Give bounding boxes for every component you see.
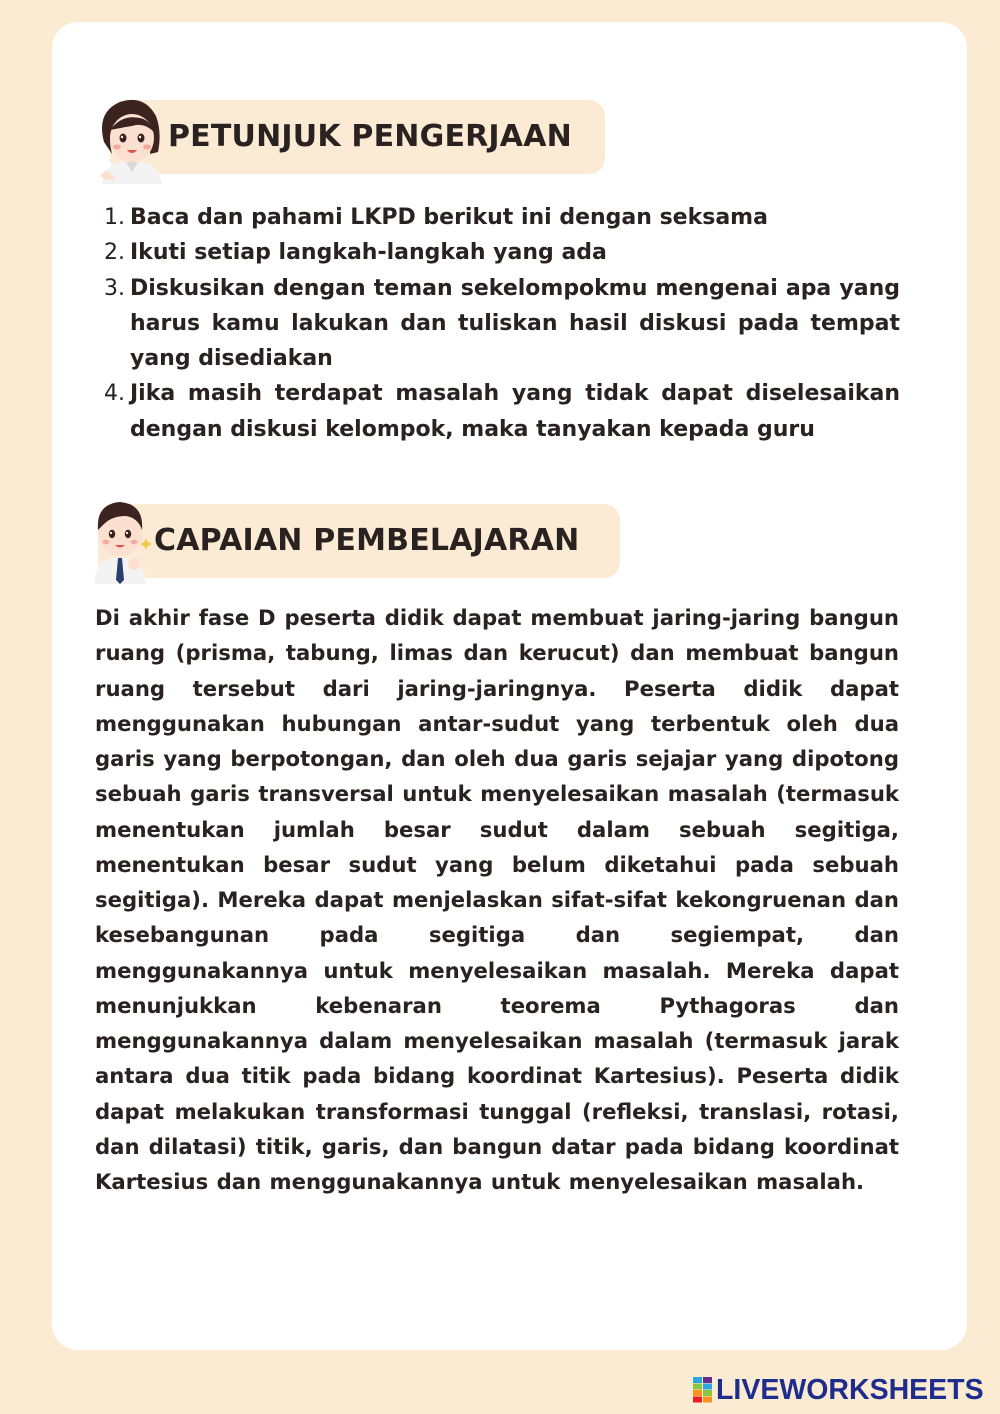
worksheet-card xyxy=(52,22,967,1350)
petunjuk-steps-list xyxy=(104,200,900,447)
step-number: 4. xyxy=(104,381,125,407)
step-text: Baca dan pahami LKPD berikut ini dengan seksama xyxy=(130,205,768,230)
step-text: Ikuti setiap langkah-langkah yang ada xyxy=(130,240,607,266)
boy-avatar-icon xyxy=(86,492,156,584)
petunjuk-header xyxy=(110,100,605,174)
liveworksheets-mark-icon xyxy=(693,1377,713,1403)
list-item xyxy=(104,235,900,270)
step-text: Diskusikan dengan teman sekelompokmu mengenai apa yang harus kamu lakukan dan tuliskan hasil diskusi pada tempat yang disediakan xyxy=(130,275,900,372)
step-text: Jika masih terdapat masalah yang tidak dapat diselesaikan dengan diskusi kelompok, maka tanyakan kepada guru xyxy=(130,381,900,442)
list-item xyxy=(104,271,900,377)
petunjuk-title: PETUNJUK PENGERJAAN xyxy=(168,119,572,154)
logo-text: LIVEWORKSHEETS xyxy=(716,1373,984,1406)
step-number: 1. xyxy=(104,205,125,230)
capaian-header xyxy=(98,504,620,578)
step-number: 2. xyxy=(104,240,125,266)
step-number: 3. xyxy=(104,275,125,301)
capaian-paragraph: Di akhir fase D peserta didik dapat membuat jaring-jaring bangun ruang (prisma, tabung, limas dan kerucut) dan membuat bangun ruang tersebut dari jaring-jaringnya. Peserta didik dapat menggunakan hubungan antar-sudut yang terbentuk oleh dua garis yang berpotongan, dan oleh dua garis sejajar yang dipotong sebuah garis transversal untuk menyelesaikan masalah (termasuk menentukan jumlah besar sudut dalam sebuah segitiga, menentukan besar sudut yang belum diketahui pada sebuah segitiga). Mereka dapat menjelaskan sifat-sifat kekongruenan dan kesebangunan pada segitiga dan segiempat, dan menggunakannya untuk menyelesaikan masalah. Mereka dapat menunjukkan kebenaran teorema Pythagoras dan menggunakannya dalam menyelesaikan masalah (termasuk jarak antara dua titik pada bidang koordinat Kartesius). Peserta didik dapat melakukan transformasi tunggal (refleksi, translasi, rotasi, dan dilatasi) titik, garis, dan bangun datar pada bidang koordinat Kartesius dan menggunakannya untuk menyelesaikan masalah. xyxy=(95,605,899,1194)
list-item xyxy=(104,376,900,447)
list-item xyxy=(104,200,900,235)
girl-avatar-icon xyxy=(92,92,168,184)
liveworksheets-logo[interactable] xyxy=(693,1374,984,1406)
capaian-title: CAPAIAN PEMBELAJARAN xyxy=(154,523,580,558)
